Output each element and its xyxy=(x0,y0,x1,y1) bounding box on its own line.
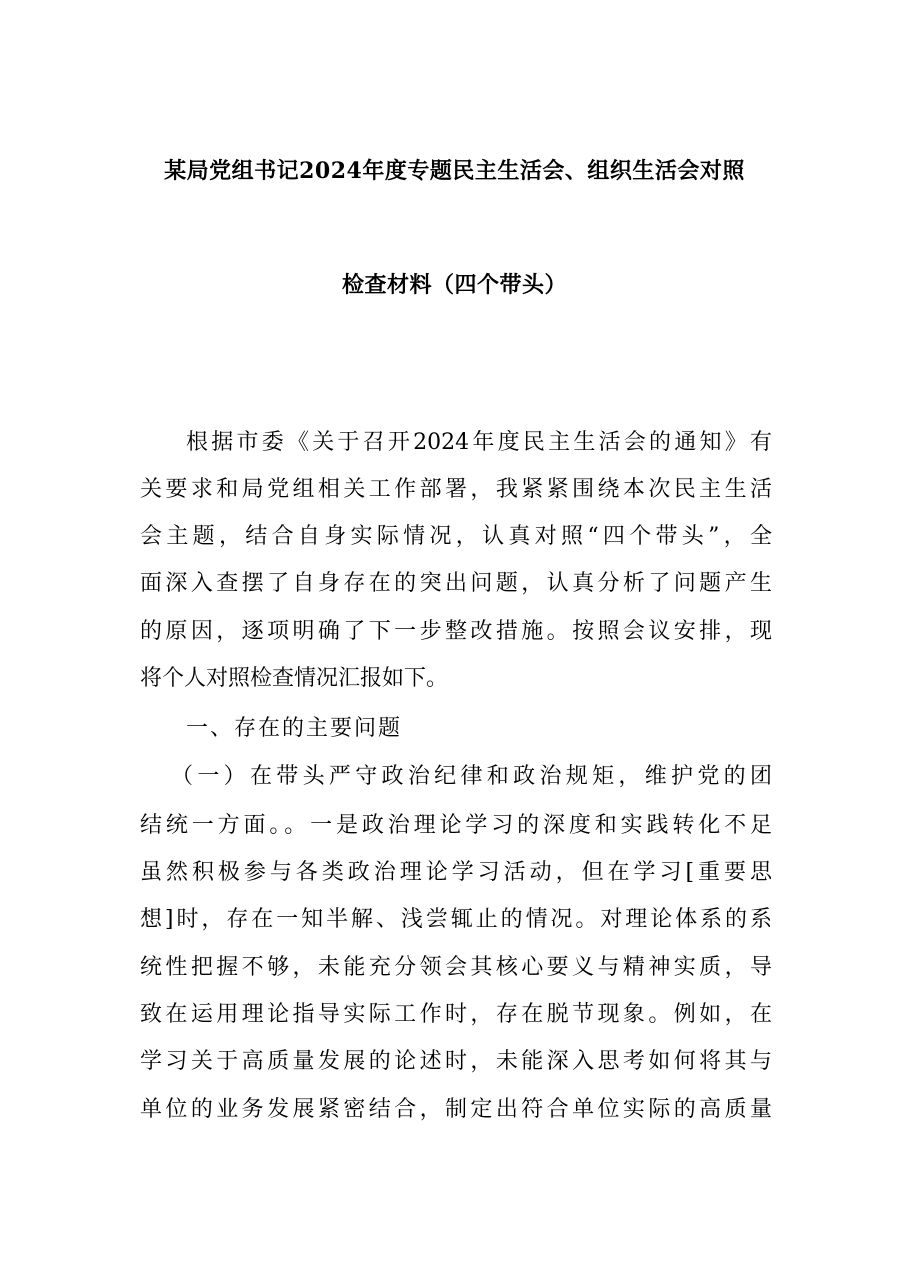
paragraph-line: 单位的业务发展紧密结合，制定出符合单位实际的高质量 xyxy=(140,1097,772,1122)
paragraph-line: 想]时，存在一知半解、浅尝辄止的情况。对理论体系的系 xyxy=(140,907,772,932)
paragraph-line: 关要求和局党组相关工作部署，我紧紧围绕本次民主生活 xyxy=(140,477,772,502)
section-heading: 一、存在的主要问题 xyxy=(186,716,403,741)
paragraph-line: 根据市委《关于召开2024年度民主生活会的通知》有 xyxy=(186,430,772,455)
paragraph-line: 统性把握不够，未能充分领会其核心要义与精神实质，导 xyxy=(140,955,772,980)
document-title-line-1: 某局党组书记2024年度专题民主生活会、组织生活会对照 xyxy=(164,158,745,184)
paragraph-line: 的原因，逐项明确了下一步整改措施。按照会议安排，现 xyxy=(140,619,772,644)
document-title-line-2: 检查材料（四个带头） xyxy=(341,272,567,298)
paragraph-line: 致在运用理论指导实际工作时，存在脱节现象。例如，在 xyxy=(140,1002,772,1027)
paragraph-line: 会主题，结合自身实际情况，认真对照“四个带头”，全 xyxy=(140,524,772,549)
paragraph-line: 面深入查摆了自身存在的突出问题，认真分析了问题产生 xyxy=(140,571,772,596)
paragraph-line: 学习关于高质量发展的论述时，未能深入思考如何将其与 xyxy=(140,1049,772,1074)
paragraph-line: 结统一方面。。一是政治理论学习的深度和实践转化不足 xyxy=(140,813,772,838)
paragraph-line: 虽然积极参与各类政治理论学习活动，但在学习[重要思 xyxy=(140,860,772,885)
paragraph-line: 将个人对照检查情况汇报如下。 xyxy=(140,666,449,691)
paragraph-line: （一）在带头严守政治纪律和政治规矩，维护党的团 xyxy=(171,764,772,789)
